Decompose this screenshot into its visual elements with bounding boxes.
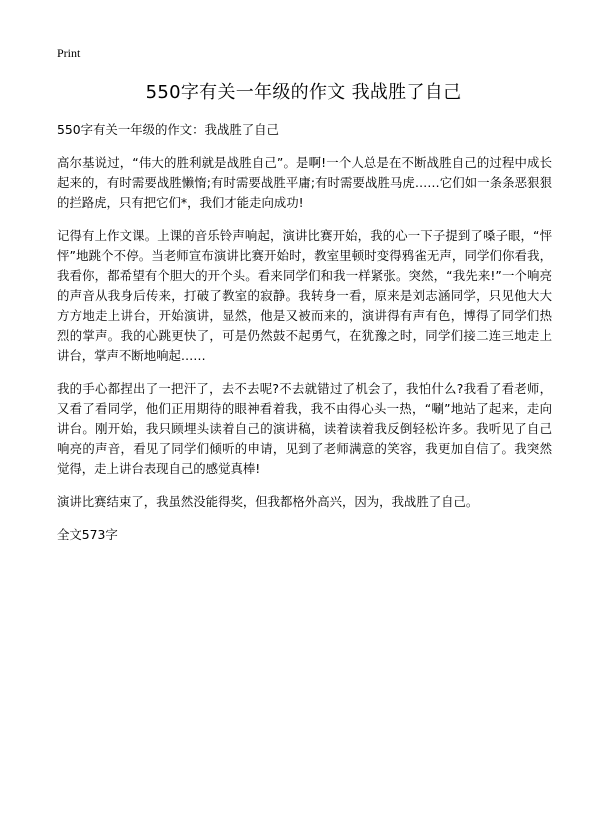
word-count: 全文573字 — [57, 527, 118, 542]
article-paragraph-2: 记得有上作文课。上课的音乐铃声响起，演讲比赛开始，我的心一下子提到了嗓子眼，“怦怦”地跳个不停。当老师宣布演讲比赛开始时，教室里顿时变得鸦雀无声，同学们你看我，我看你，都希望有个胆大的开个头。看来同学们和我一样紧张。突然，“我先来!”一个响亮的声音从我身后传来，打破了教室的寂静。我转身一看，原来是刘志涵同学，只见他大大方方地走上讲台，开始演讲，显然，他是又被而来的，演讲得有声有色，博得了同学们热烈的掌声。我的心跳更快了，可是仍然鼓不起勇气，在犹豫之时，同学们接二连三地走上讲台，掌声不断地响起…… — [57, 228, 552, 363]
print-link[interactable]: Print — [57, 46, 81, 60]
article-title: 550字有关一年级的作文 我战胜了自己 — [145, 82, 462, 103]
article-paragraph-4: 演讲比赛结束了，我虽然没能得奖，但我都格外高兴，因为，我战胜了自己。 — [57, 494, 479, 509]
article-subtitle: 550字有关一年级的作文：我战胜了自己 — [57, 122, 279, 137]
article-body — [57, 120, 552, 558]
article-paragraph-3: 我的手心都捏出了一把汗了，去不去呢?不去就错过了机会了，我怕什么?我看了看老师，又看了看同学，他们正用期待的眼神看着我，我不由得心头一热，“唰”地站了起来，走向讲台。刚开始，我只顾埋头读着自己的演讲稿，读着读着我反倒轻松许多。我听见了自己响亮的声音，看见了同学们倾听的申请，见到了老师满意的笑容，我更加自信了。我突然觉得，走上讲台表现自己的感觉真棒! — [57, 381, 552, 476]
article-paragraph-1: 高尔基说过，“伟大的胜利就是战胜自己”。是啊!一个人总是在不断战胜自己的过程中成长起来的，有时需要战胜懒惰;有时需要战胜平庸;有时需要战胜马虎……它们如一条条恶狠狠的拦路虎，只有把它们*，我们才能走向成功! — [57, 155, 552, 210]
